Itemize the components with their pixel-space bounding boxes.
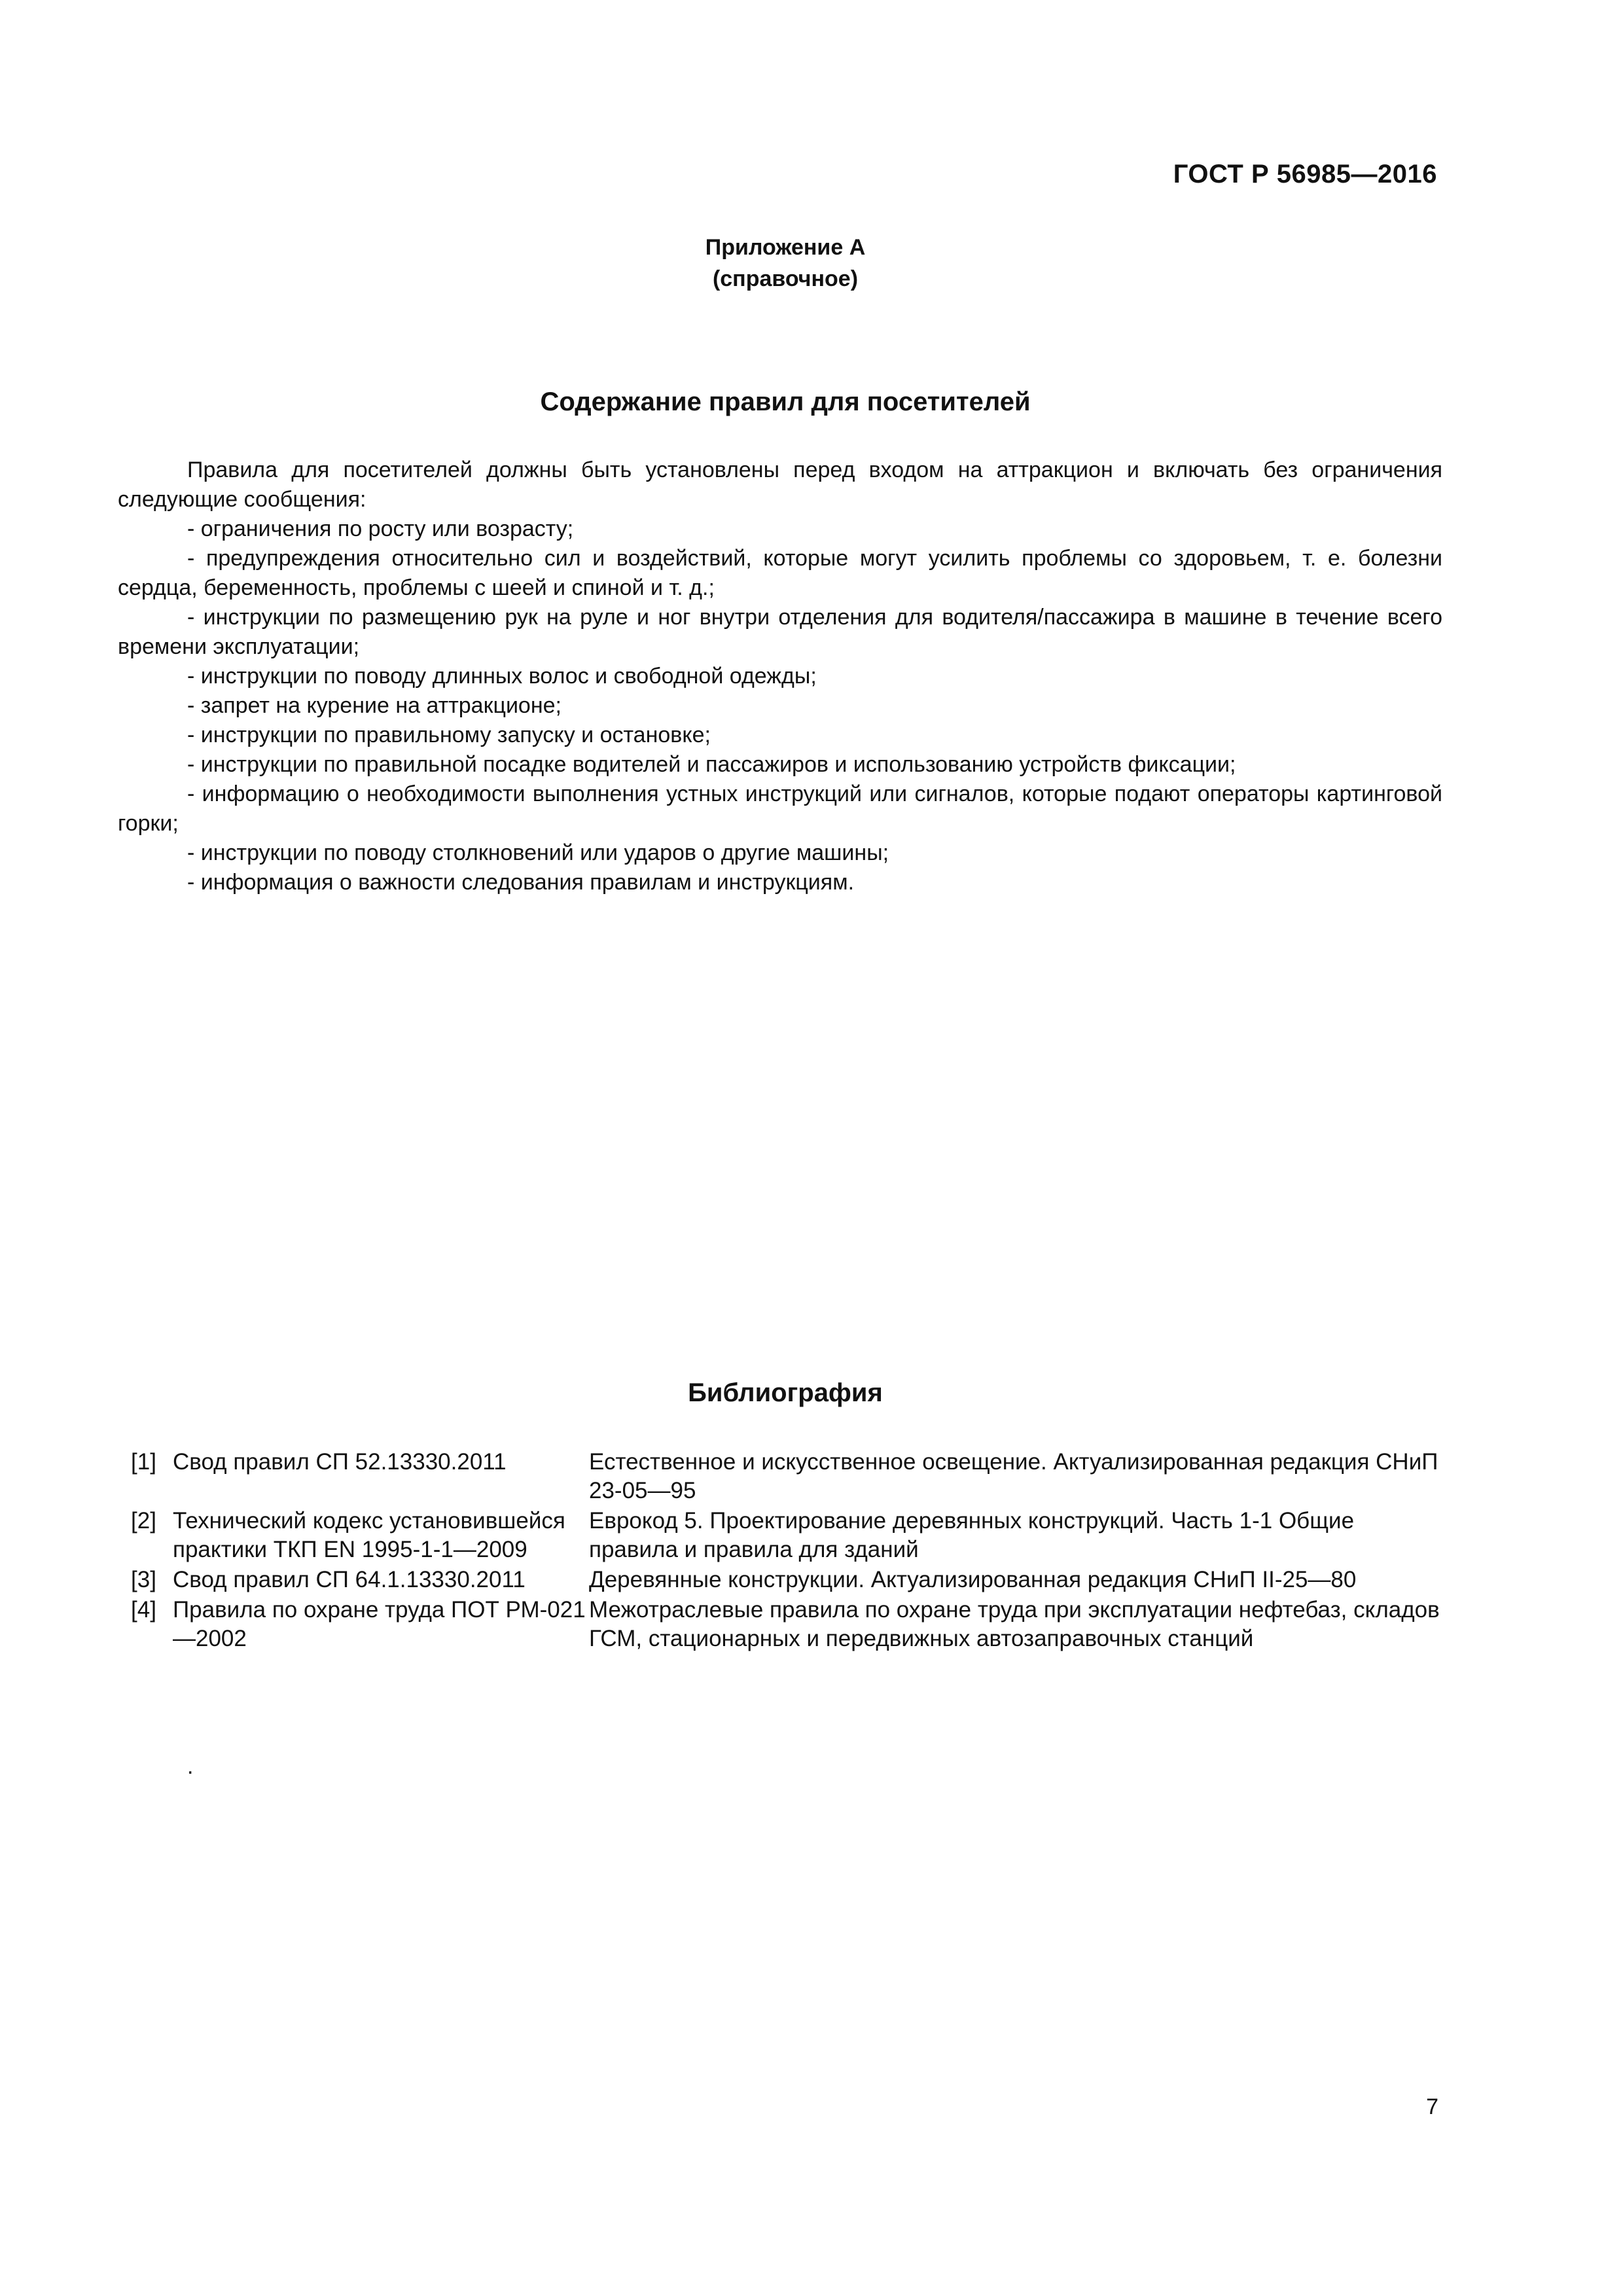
rules-list-item: - запрет на курение на аттракционе; (187, 693, 562, 718)
appendix-heading (0, 232, 1571, 295)
bibliography-entry (131, 1596, 1446, 1653)
rules-body (118, 456, 1442, 897)
rules-list-item: - предупреждения относительно сил и воздействий, которые могут усилить проблемы со здоровьем, т. е. болезни сердца, беременность, проблемы с шеей и спиной и т. д.; (118, 546, 1442, 600)
bibliography-entry (131, 1507, 1446, 1564)
appendix-kind: (справочное) (712, 266, 859, 291)
entry-title: Естественное и искусственное освещение. Актуализированная редакция СНиП 23-05—95 (589, 1449, 1438, 1503)
entry-source: Свод правил СП 52.13330.2011 (173, 1449, 507, 1475)
entry-number: [3] (131, 1567, 156, 1592)
entry-title: Межотраслевые правила по охране труда при эксплуатации нефтебаз, складов ГСМ, стационарных и передвижных автозаправочных станций (589, 1597, 1440, 1651)
bibliography-entry (131, 1448, 1446, 1505)
stray-mark: . (187, 1754, 194, 1779)
entry-number: [4] (131, 1597, 156, 1623)
rules-list-item: - инструкции по правильному запуску и остановке; (187, 723, 711, 747)
rules-paragraph: Правила для посетителей должны быть установлены перед входом на аттракцион и включать без ограничения следующие сообщения: (118, 457, 1442, 512)
entry-source: Технический кодекс установившейся практики ТКП EN 1995-1-1—2009 (173, 1508, 565, 1562)
rules-list-item: - инструкции по правильной посадке водителей и пассажиров и использованию устройств фиксации; (187, 752, 1236, 777)
rules-list-item: - информацию о необходимости выполнения устных инструкций или сигналов, которые подают операторы картинговой горки; (118, 781, 1442, 836)
bibliography-heading: Библиография (688, 1378, 883, 1407)
entry-source: Свод правил СП 64.1.13330.2011 (173, 1567, 526, 1592)
rules-list-item: - инструкции по поводу столкновений или ударов о другие машины; (187, 840, 889, 865)
entry-title: Деревянные конструкции. Актуализированная редакция СНиП II-25—80 (589, 1567, 1357, 1592)
page-number: 7 (1426, 2094, 1438, 2119)
entry-number: [1] (131, 1449, 156, 1475)
rules-list-item: - инструкции по размещению рук на руле и ног внутри отделения для водителя/пассажира в машине в течение всего времени эксплуатации; (118, 605, 1442, 659)
document-id: ГОСТ Р 56985—2016 (1173, 160, 1437, 188)
bibliography-list (131, 1448, 1446, 1653)
rules-list-item: - ограничения по росту или возрасту; (187, 516, 574, 541)
entry-number: [2] (131, 1508, 156, 1534)
rules-list-item: - информация о важности следования правилам и инструкциям. (187, 870, 855, 895)
appendix-title: Приложение А (705, 235, 866, 260)
entry-title: Еврокод 5. Проектирование деревянных конструкций. Часть 1-1 Общие правила и правила для зданий (589, 1508, 1355, 1562)
rules-list-item: - инструкции по поводу длинных волос и свободной одежды; (187, 664, 817, 689)
entry-source: Правила по охране труда ПОТ РМ-021—2002 (173, 1597, 586, 1651)
rules-heading: Содержание правил для посетителей (540, 387, 1031, 416)
bibliography-entry (131, 1566, 1446, 1594)
